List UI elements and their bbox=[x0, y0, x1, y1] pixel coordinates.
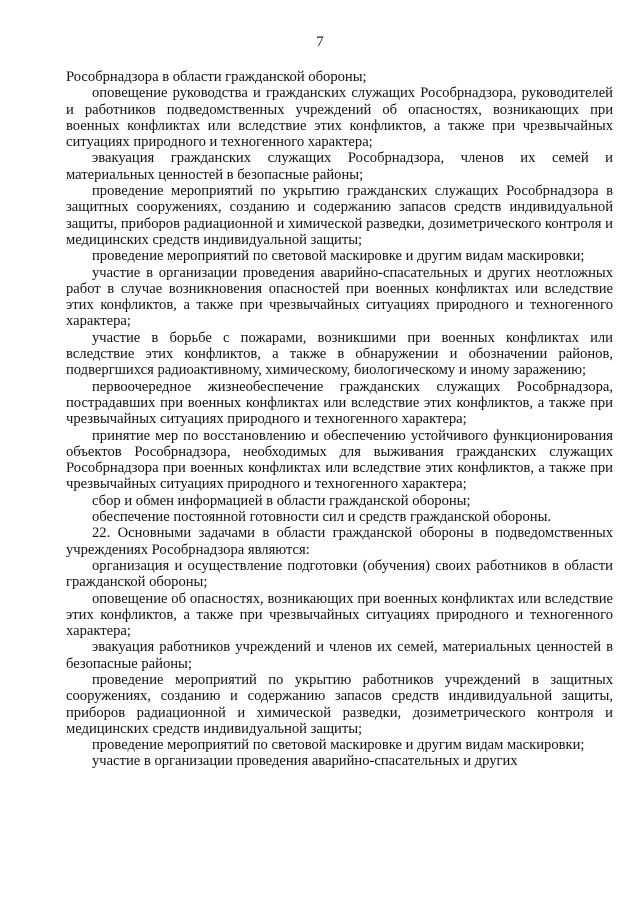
paragraph-12: 22. Основными задачами в области гражданской обороны в подведомственных учреждениях Рособрнадзора являются: bbox=[66, 525, 613, 558]
paragraph-13: организация и осуществление подготовки (обучения) своих работников в области гражданской обороны; bbox=[66, 557, 613, 591]
paragraph-1: Рособрнадзора в области гражданской обороны; bbox=[66, 69, 367, 85]
paragraph-17: проведение мероприятий по световой маскировке и другим видам маскировки; bbox=[92, 737, 585, 754]
paragraph-10: сбор и обмен информацией в области гражданской обороны; bbox=[92, 492, 471, 509]
paragraph-18: участие в организации проведения аварийно-спасательных и других bbox=[92, 753, 518, 770]
paragraph-14: оповещение об опасностях, возникающих при военных конфликтах или вследствие этих конфликтов, а также при чрезвычайных ситуациях природного и техногенного характера; bbox=[66, 590, 613, 640]
paragraph-8: первоочередное жизнеобеспечение гражданских служащих Рособрнадзора, пострадавших при военных конфликтах или вследствие этих конфликтов, а также при чрезвычайных ситуациях природного и техногенного характера; bbox=[66, 378, 613, 428]
paragraph-9: принятие мер по восстановлению и обеспечению устойчивого функционирования объектов Рособрнадзора, необходимых для выживания гражданских служащих Рособрнадзора при военных конфликтах или вследствие этих конфликтов, а также при чрезвычайных ситуациях природного и техногенного характера; bbox=[66, 427, 613, 493]
paragraph-16: проведение мероприятий по укрытию работников учреждений в защитных сооружениях, созданию и содержанию запасов средств индивидуальной защиты, приборов радиационной и химической разведки, дозиметрического контроля и медицинских средств индивидуальной защиты; bbox=[66, 671, 613, 737]
paragraph-7: участие в борьбе с пожарами, возникшими при военных конфликтах или вследствие этих конфликтов, а также в обнаружении и обозначении районов, подвергшихся радиоактивному, химическому, биологическому и иному заражению; bbox=[66, 329, 613, 379]
paragraph-5: проведение мероприятий по световой маскировке и другим видам маскировки; bbox=[92, 248, 585, 265]
page-number: 7 bbox=[316, 34, 324, 50]
paragraph-3: эвакуация гражданских служащих Рособрнадзора, членов их семей и материальных ценностей в безопасные районы; bbox=[66, 150, 613, 183]
paragraph-11: обеспечение постоянной готовности сил и средств гражданской обороны. bbox=[92, 509, 552, 526]
paragraph-4: проведение мероприятий по укрытию гражданских служащих Рособрнадзора в защитных сооружениях, созданию и содержанию запасов средств индивидуальной защиты, приборов радиационной и химической разведки, дозиметрического контроля и медицинских средств индивидуальной защиты; bbox=[66, 183, 613, 248]
paragraph-2: оповещение руководства и гражданских служащих Рособрнадзора, руководителей и работников подведомственных учреждений об опасностях, возникающих при военных конфликтах или вследствие этих конфликтов, а также при чрезвычайных ситуациях природного и техногенного характера; bbox=[66, 85, 613, 151]
document-body bbox=[66, 69, 613, 770]
paragraph-6: участие в организации проведения аварийно-спасательных и других неотложных работ в случае возникновения опасностей при военных конфликтах или вследствие этих конфликтов, а также при чрезвычайных ситуациях природного и техногенного характера; bbox=[66, 264, 613, 330]
paragraph-15: эвакуация работников учреждений и членов их семей, материальных ценностей в безопасные районы; bbox=[66, 639, 613, 672]
